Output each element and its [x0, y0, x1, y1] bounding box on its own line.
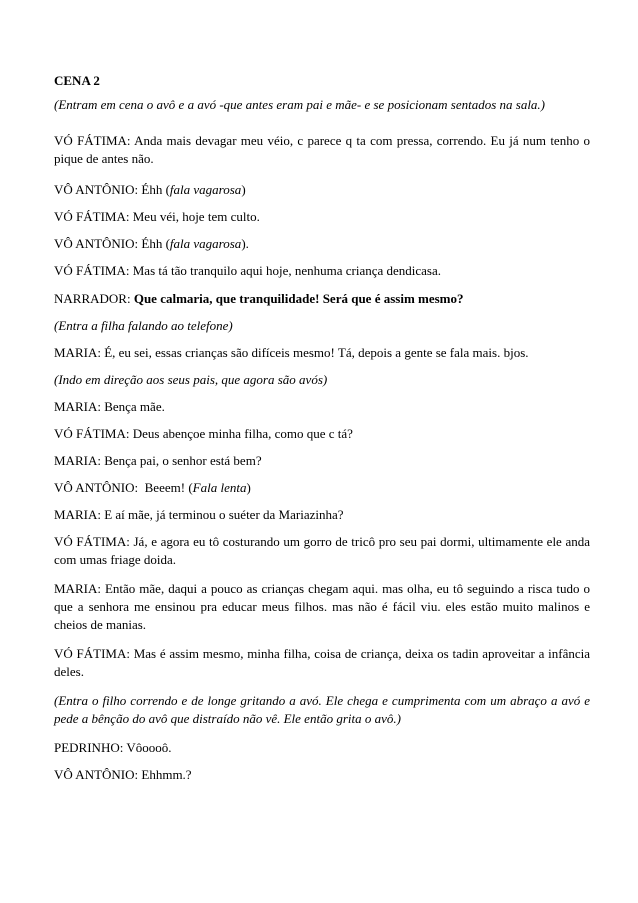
- dialogue-line: [54, 235, 590, 253]
- speaker-name: VÓ FÁTIMA:: [54, 426, 130, 441]
- stage-direction: (Indo em direção aos seus pais, que agora são avós): [54, 372, 328, 387]
- speaker-name: VÓ FÁTIMA:: [54, 133, 131, 148]
- line-text: Éhh (: [141, 182, 170, 197]
- speaker-name: VÔ ANTÔNIO:: [54, 767, 139, 782]
- speaker-name: VÔ ANTÔNIO:: [54, 480, 139, 495]
- speaker-name: MARIA:: [54, 399, 101, 414]
- line-text: Beeem! (: [144, 480, 193, 495]
- dialogue-line: [54, 290, 590, 308]
- dialogue-line: [54, 452, 590, 470]
- dialogue-line: [54, 132, 590, 168]
- line-text: E aí mãe, já terminou o suéter da Mariazinha?: [104, 507, 344, 522]
- speaker-name: VÓ FÁTIMA:: [54, 263, 130, 278]
- inline-direction: fala vagarosa: [169, 182, 242, 197]
- line-text: Já, e agora eu tô costurando um gorro de tricô pro seu pai dormi, ultimamente ele anda com umas friage doida.: [54, 534, 590, 567]
- line-text: Então mãe, daqui a pouco as crianças chegam aqui. mas olha, eu tô seguindo a risca tudo o que a senhora me ensinou pra educar meus filhos. mas não é fácil viu. eles estão muito malinos e cheios de manias.: [54, 581, 590, 632]
- speaker-name: MARIA:: [54, 453, 101, 468]
- speaker-name: MARIA:: [54, 507, 101, 522]
- line-text: Mas é assim mesmo, minha filha, coisa de criança, deixa os tadin aproveitar a infância deles.: [54, 646, 591, 679]
- dialogue-line: [54, 344, 590, 362]
- dialogue-line: [54, 181, 590, 199]
- dialogue-line: [54, 645, 590, 681]
- dialogue-line: [54, 208, 590, 226]
- dialogue-line: [54, 425, 590, 443]
- stage-direction: (Entra o filho correndo e de longe gritando a avó. Ele chega e cumprimenta com um abraço a avó e pede a bênção do avô que distraído não vê. Ele então grita o avô.): [54, 693, 590, 726]
- line-text-close: ): [241, 182, 246, 197]
- speaker-name: VÓ FÁTIMA:: [54, 646, 130, 661]
- speaker-name: VÓ FÁTIMA:: [54, 534, 130, 549]
- line-text: Vôoooô.: [126, 740, 172, 755]
- dialogue-line: [54, 739, 590, 757]
- inline-direction: Fala lenta: [192, 480, 247, 495]
- line-text-close: ): [246, 480, 251, 495]
- dialogue-line: [54, 766, 590, 784]
- line-text: Ehhmm.?: [141, 767, 192, 782]
- dialogue-line: [54, 580, 590, 634]
- dialogue-line: [54, 398, 590, 416]
- stage-direction-intro: (Entram em cena o avô e a avó -que antes eram pai e mãe- e se posicionam sentados na sala.): [54, 97, 546, 112]
- dialogue-line: [54, 262, 590, 280]
- stage-direction: (Entra a filha falando ao telefone): [54, 318, 233, 333]
- line-text: Éhh (: [141, 236, 170, 251]
- inline-direction: fala vagarosa: [169, 236, 242, 251]
- line-text: É, eu sei, essas crianças são difíceis mesmo! Tá, depois a gente se fala mais. bjos.: [104, 345, 529, 360]
- line-text: Deus abençoe minha filha, como que c tá?: [132, 426, 353, 441]
- line-text: Meu véi, hoje tem culto.: [132, 209, 260, 224]
- scene-title: CENA 2: [54, 73, 100, 88]
- line-text: Bença mãe.: [104, 399, 165, 414]
- speaker-name: VÔ ANTÔNIO:: [54, 182, 139, 197]
- dialogue-line: [54, 479, 590, 497]
- line-text: Mas tá tão tranquilo aqui hoje, nenhuma criança dendicasa.: [132, 263, 442, 278]
- speaker-name: MARIA:: [54, 581, 101, 596]
- dialogue-line: [54, 533, 590, 569]
- speaker-name: VÔ ANTÔNIO:: [54, 236, 139, 251]
- dialogue-line: [54, 506, 590, 524]
- speaker-name: NARRADOR:: [54, 291, 131, 306]
- line-text: Bença pai, o senhor está bem?: [104, 453, 262, 468]
- line-text: Anda mais devagar meu véio, c parece q ta com pressa, correndo. Eu já num tenho o pique de antes não.: [54, 133, 590, 166]
- speaker-name: MARIA:: [54, 345, 101, 360]
- line-text: Que calmaria, que tranquilidade! Será que é assim mesmo?: [133, 291, 464, 306]
- speaker-name: VÓ FÁTIMA:: [54, 209, 130, 224]
- line-text-close: ).: [241, 236, 249, 251]
- speaker-name: PEDRINHO:: [54, 740, 124, 755]
